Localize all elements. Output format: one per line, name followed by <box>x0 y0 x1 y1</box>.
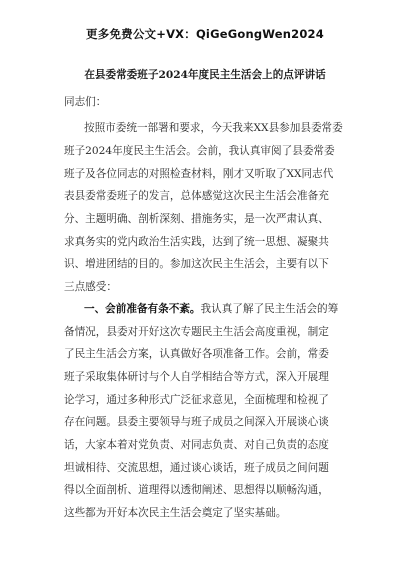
watermark-banner: 更多免费公文+VX：QiGeGongWen2024 <box>86 27 324 41</box>
paragraph-2-line: 班子采取集体研讨与个人自学相结合等方式，深入开展理 <box>64 371 329 383</box>
paragraph-1-line: 求真务实的党内政治生活实践，达到了统一思想、凝聚共 <box>64 236 329 248</box>
paragraph-1-line: 按照市委统一部署和要求，今天我来XX县参加县委常委 <box>84 122 343 134</box>
paragraph-1-line: 表县委常委班子的发言，总体感觉这次民主生活会准备充 <box>64 190 329 202</box>
paragraph-2-line: 话，大家本着对党负责、对同志负责、对自己负责的态度 <box>64 439 329 451</box>
paragraph-1-line: 班子及各位同志的对照检查材料，刚才又听取了XX同志代 <box>64 168 334 180</box>
paragraph-1-line: 三点感受： <box>64 281 117 293</box>
document-title: 在县委常委班子2024年度民主生活会上的点评讲话 <box>84 69 326 81</box>
paragraph-2-line: 了民主生活会方案，认真做好各项准备工作。会前，常委 <box>64 348 329 360</box>
paragraph-2-line: 存在问题。县委主要领导与班子成员之间深入开展谈心谈 <box>64 416 329 428</box>
paragraph-2-line: 坦诚相待、交流思想，通过谈心谈话，班子成员之间问题 <box>64 462 329 474</box>
paragraph-2-line: 这些都为开好本次民主生活会奠定了坚实基础。 <box>64 507 287 519</box>
paragraph-2-first-line <box>84 302 338 316</box>
paragraph-1-line: 分、主题明确、剖析深刻、措施务实，是一次严肃认真、 <box>64 213 329 225</box>
paragraph-2-line: 论学习，通过多种形式广泛征求意见，全面梳理和检视了 <box>64 394 329 406</box>
paragraph-2-line: 得以全面剖析、道理得以透彻阐述、思想得以顺畅沟通， <box>64 484 329 496</box>
paragraph-2-first-line-text: 我认真了解了民主生活会的筹 <box>200 303 339 315</box>
paragraph-1-line: 识、增进团结的目的。参加这次民主生活会，主要有以下 <box>64 258 329 270</box>
paragraph-1-line: 班子2024年度民主生活会。会前，我认真审阅了县委常委 <box>64 145 335 157</box>
salutation: 同志们： <box>64 96 107 108</box>
section-heading: 一、会前准备有条不紊。 <box>84 303 201 315</box>
paragraph-2-line: 备情况，县委对开好这次专题民主生活会高度重视，制定 <box>64 326 329 338</box>
